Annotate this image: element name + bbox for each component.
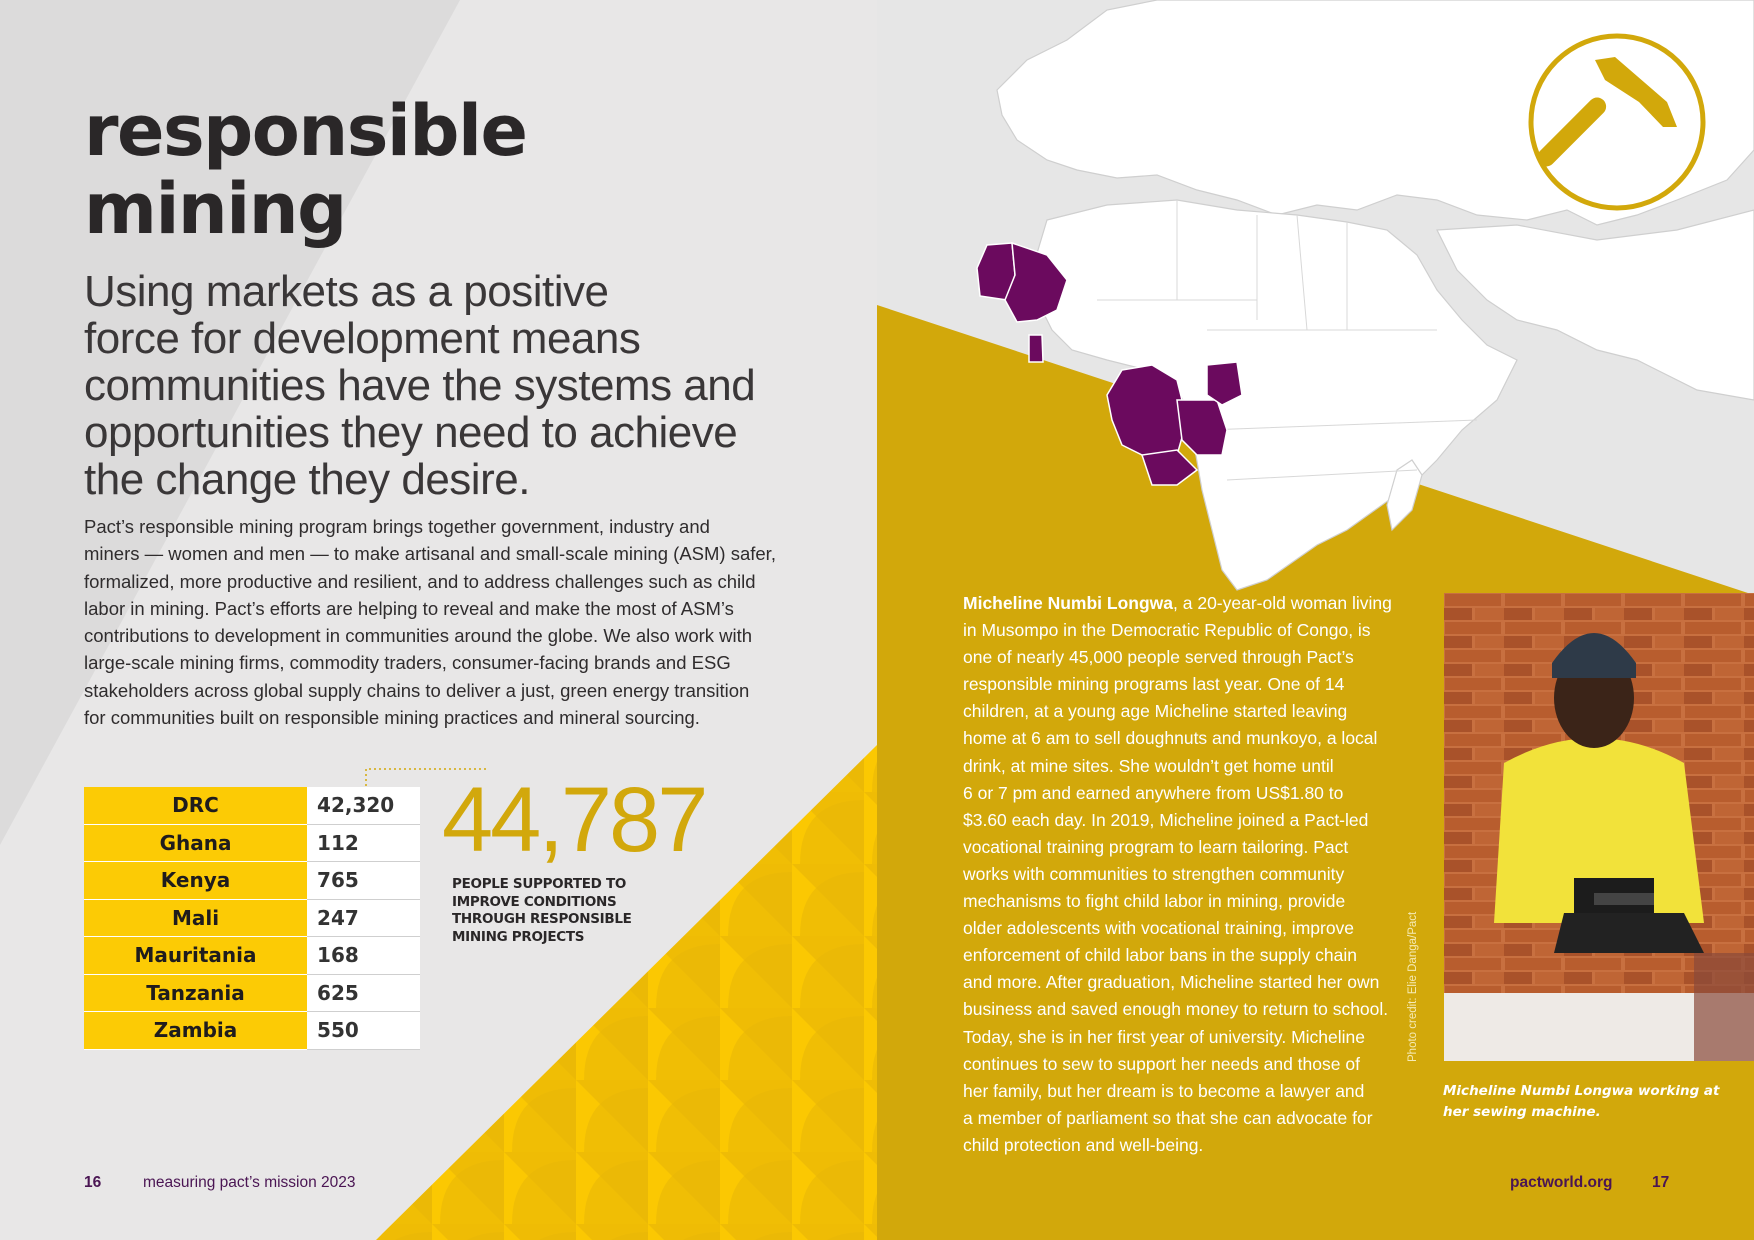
total-people-number: 44,787	[442, 769, 706, 871]
story-line: child protection and well-being.	[963, 1134, 1204, 1155]
subtitle-line: opportunities they need to achieve	[84, 408, 738, 457]
photo-credit: Photo credit: Elie Danga/Pact	[1407, 911, 1419, 1062]
table-row	[84, 937, 420, 975]
intro-line: labor in mining. Pact’s efforts are helping to reveal and make the most of ASM’s	[84, 597, 734, 619]
story-line: mechanisms to fight child labor in mining, provide	[963, 891, 1346, 912]
country-cell: Mauritania	[84, 937, 307, 975]
country-cell: Tanzania	[84, 974, 307, 1012]
subtitle-line: force for development means	[84, 314, 641, 363]
country-table	[84, 787, 420, 1050]
table-row	[84, 787, 420, 824]
table-row	[84, 899, 420, 937]
story-line: and more. After graduation, Micheline started her own	[963, 972, 1380, 993]
pickaxe-icon	[1527, 32, 1707, 212]
people-cell: 625	[307, 974, 420, 1012]
photo-caption	[1443, 1081, 1743, 1123]
intro-line: miners — women and men — to make artisanal and small-scale mining (ASM) safer,	[84, 543, 776, 565]
people-cell: 765	[307, 862, 420, 900]
total-people-caption	[452, 876, 652, 946]
intro-paragraph	[84, 513, 784, 731]
intro-line: contributions to development in communities around the globe. We also work with	[84, 625, 753, 647]
story-name: Micheline Numbi Longwa	[963, 593, 1174, 613]
story-line: enforcement of child labor bans in the supply chain	[963, 945, 1357, 966]
story-line: Today, she is in her first year of university. Micheline	[963, 1026, 1366, 1047]
people-cell: 247	[307, 899, 420, 937]
caption-line: IMPROVE CONDITIONS	[452, 893, 617, 910]
story-line	[963, 590, 1403, 617]
intro-line: formalized, more productive and resilient, and to address challenges such as child	[84, 570, 756, 592]
map-country-ghana	[1029, 335, 1043, 362]
country-cell: Kenya	[84, 862, 307, 900]
story-line: home at 6 am to sell doughnuts and munkoyo, a local	[963, 728, 1378, 749]
intro-line: stakeholders across global supply chains to deliver a just, green energy transition	[84, 679, 750, 701]
story-line: in Musompo in the Democratic Republic of Congo, is	[963, 620, 1371, 641]
caption-line: PEOPLE SUPPORTED TO	[452, 876, 627, 892]
country-cell: DRC	[84, 787, 307, 824]
story-line: children, at a young age Micheline started leaving	[963, 701, 1348, 722]
map-country-zambia	[1142, 450, 1197, 485]
title-line-2: mining	[84, 168, 346, 250]
table-row	[84, 862, 420, 900]
country-cell: Zambia	[84, 1012, 307, 1050]
story-line: drink, at mine sites. She wouldn’t get home until	[963, 755, 1334, 776]
table-row	[84, 1012, 420, 1050]
intro-line: for communities built on responsible mining practices and mineral sourcing.	[84, 707, 700, 729]
story-line: a member of parliament so that she can advocate for	[963, 1107, 1373, 1128]
profile-story	[963, 590, 1403, 1159]
right-page-number: 17	[1652, 1174, 1670, 1191]
table-row	[84, 824, 420, 862]
subtitle	[84, 268, 784, 503]
people-cell: 112	[307, 824, 420, 862]
story-first-line: , a 20-year-old woman living	[1173, 593, 1392, 613]
profile-photo	[1444, 593, 1754, 1061]
map-country-tanzania	[1177, 400, 1227, 455]
people-cell: 550	[307, 1012, 420, 1050]
photo-caption-line: her sewing machine.	[1443, 1104, 1601, 1120]
people-cell: 42,320	[307, 787, 420, 824]
caption-line: MINING PROJECTS	[452, 928, 585, 945]
story-line: responsible mining programs last year. One of 14	[963, 674, 1345, 695]
country-cell: Mali	[84, 899, 307, 937]
story-line: works with communities to strengthen community	[963, 863, 1345, 884]
story-line: her family, but her dream is to become a lawyer and	[963, 1080, 1365, 1101]
story-line: continues to sew to support her needs and those of	[963, 1053, 1360, 1074]
intro-line: Pact’s responsible mining program brings together government, industry and	[84, 516, 710, 537]
website-link[interactable]: pactworld.org	[1510, 1174, 1613, 1191]
story-line: older adolescents with vocational training, improve	[963, 918, 1355, 939]
subtitle-line: the change they desire.	[84, 455, 530, 504]
title-line-1: responsible	[84, 90, 527, 172]
subtitle-line: communities have the systems and	[84, 361, 756, 410]
left-page-number: 16	[84, 1174, 102, 1191]
intro-line: large-scale mining firms, commodity traders, consumer-facing brands and ESG	[84, 652, 731, 674]
table-row	[84, 974, 420, 1012]
publication-title: measuring pact’s mission 2023	[143, 1174, 356, 1191]
subtitle-line: Using markets as a positive	[84, 267, 609, 316]
story-line: $3.60 each day. In 2019, Micheline joined a Pact-led	[963, 809, 1369, 830]
caption-line: THROUGH RESPONSIBLE	[452, 911, 632, 927]
story-line: 6 or 7 pm and earned anywhere from US$1.80 to	[963, 782, 1344, 803]
people-cell: 168	[307, 937, 420, 975]
photo-caption-line: Micheline Numbi Longwa working at	[1443, 1083, 1720, 1099]
country-cell: Ghana	[84, 824, 307, 862]
story-line: vocational training program to learn tailoring. Pact	[963, 836, 1349, 857]
page-title	[84, 92, 526, 248]
story-line: business and saved enough money to return to school.	[963, 999, 1389, 1020]
story-line: one of nearly 45,000 people served through Pact’s	[963, 647, 1354, 668]
